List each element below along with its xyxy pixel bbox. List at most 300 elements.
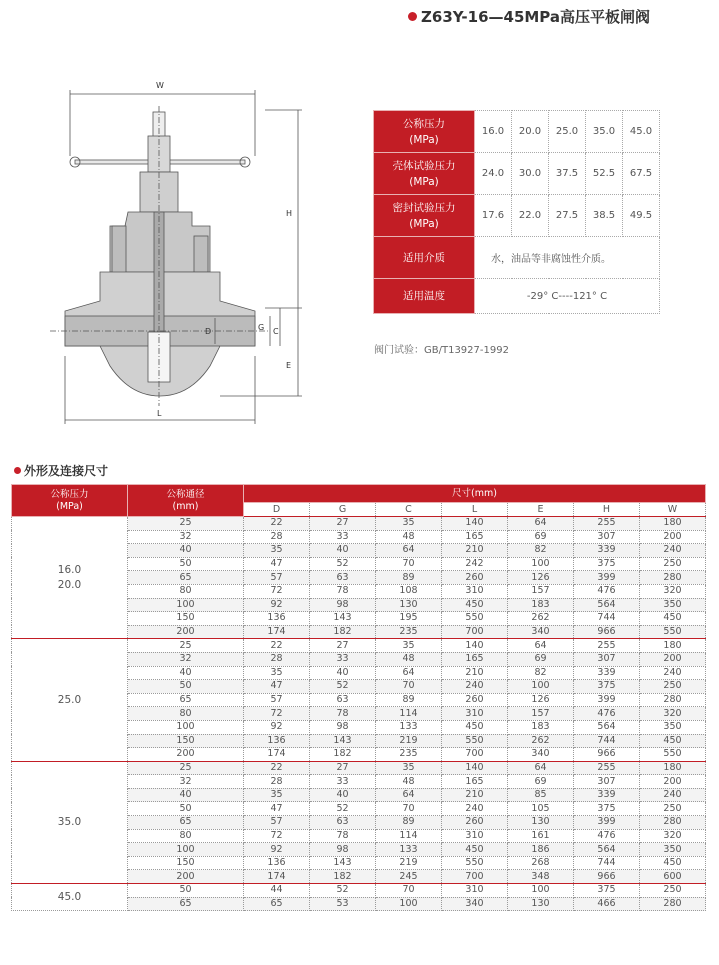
size-cell: 108	[376, 584, 442, 598]
size-cell: 260	[442, 693, 508, 707]
size-column-header: L	[442, 503, 508, 517]
dn-cell: 50	[128, 802, 244, 816]
size-cell: 28	[244, 775, 310, 789]
size-cell: 375	[574, 884, 640, 898]
size-cell: 340	[508, 625, 574, 639]
spec-label-line2: (MPa)	[409, 175, 439, 188]
size-column-header: W	[640, 503, 706, 517]
size-cell: 143	[310, 856, 376, 870]
dim-label-g: G	[258, 323, 265, 332]
size-cell: 450	[640, 612, 706, 626]
size-cell: 700	[442, 870, 508, 884]
dn-cell: 25	[128, 517, 244, 531]
valve-drawing	[40, 76, 330, 431]
spec-value: 16.0	[475, 111, 512, 153]
size-cell: 78	[310, 584, 376, 598]
pressure-line1: 35.0	[57, 815, 82, 828]
size-cell: 260	[442, 571, 508, 585]
size-cell: 966	[574, 748, 640, 762]
spec-value: 24.0	[475, 153, 512, 195]
size-column-header: D	[244, 503, 310, 517]
size-cell: 126	[508, 693, 574, 707]
size-cell: 350	[640, 843, 706, 857]
size-cell: 280	[640, 897, 706, 911]
size-cell: 180	[640, 517, 706, 531]
dim-label-l: L	[157, 409, 162, 418]
size-cell: 476	[574, 829, 640, 843]
size-cell: 210	[442, 666, 508, 680]
size-cell: 550	[442, 734, 508, 748]
dn-cell: 100	[128, 843, 244, 857]
size-cell: 100	[376, 897, 442, 911]
dn-cell: 200	[128, 748, 244, 762]
size-cell: 105	[508, 802, 574, 816]
size-cell: 564	[574, 720, 640, 734]
size-cell: 375	[574, 557, 640, 571]
pressure-cell	[12, 639, 128, 761]
size-cell: 564	[574, 598, 640, 612]
size-cell: 375	[574, 680, 640, 694]
size-cell: 136	[244, 734, 310, 748]
size-cell: 85	[508, 788, 574, 802]
size-cell: 22	[244, 639, 310, 653]
size-cell: 210	[442, 544, 508, 558]
spec-label	[374, 195, 475, 237]
size-cell: 350	[640, 720, 706, 734]
size-cell: 399	[574, 571, 640, 585]
spec-row	[374, 279, 660, 314]
dn-header-line1: 公称通径	[166, 488, 205, 500]
size-cell: 33	[310, 530, 376, 544]
size-cell: 235	[376, 748, 442, 762]
size-cell: 92	[244, 598, 310, 612]
size-cell: 64	[508, 761, 574, 775]
dn-cell: 80	[128, 584, 244, 598]
size-cell: 52	[310, 802, 376, 816]
dn-cell: 40	[128, 544, 244, 558]
test-note: 阀门试验：GB/T13927-1992	[374, 345, 509, 356]
size-cell: 320	[640, 707, 706, 721]
size-cell: 35	[244, 666, 310, 680]
size-cell: 195	[376, 612, 442, 626]
size-cell: 348	[508, 870, 574, 884]
dn-cell: 65	[128, 897, 244, 911]
size-cell: 174	[244, 625, 310, 639]
bullet-icon	[408, 12, 417, 21]
size-cell: 600	[640, 870, 706, 884]
dn-cell: 65	[128, 693, 244, 707]
size-cell: 240	[442, 802, 508, 816]
size-cell: 307	[574, 775, 640, 789]
size-cell: 550	[640, 625, 706, 639]
size-cell: 307	[574, 652, 640, 666]
size-cell: 22	[244, 761, 310, 775]
size-cell: 375	[574, 802, 640, 816]
size-cell: 100	[508, 557, 574, 571]
pressure-line1: 16.0	[57, 563, 82, 576]
spec-label-line2: (MPa)	[409, 217, 439, 230]
spec-row	[374, 111, 660, 153]
page-title	[408, 6, 650, 27]
size-cell: 63	[310, 571, 376, 585]
size-cell: 92	[244, 843, 310, 857]
spec-value: 27.5	[549, 195, 586, 237]
size-cell: 33	[310, 775, 376, 789]
size-cell: 235	[376, 625, 442, 639]
size-cell: 48	[376, 775, 442, 789]
dn-cell: 50	[128, 680, 244, 694]
size-cell: 182	[310, 748, 376, 762]
size-cell: 476	[574, 707, 640, 721]
size-cell: 240	[640, 544, 706, 558]
size-cell: 744	[574, 734, 640, 748]
dn-cell: 25	[128, 639, 244, 653]
size-cell: 350	[640, 598, 706, 612]
size-cell: 69	[508, 530, 574, 544]
size-cell: 280	[640, 816, 706, 830]
size-cell: 78	[310, 707, 376, 721]
size-cell: 262	[508, 612, 574, 626]
dn-cell: 150	[128, 856, 244, 870]
page-title-text: Z63Y-16—45MPa高压平板闸阀	[421, 8, 651, 26]
size-cell: 114	[376, 707, 442, 721]
size-cell: 450	[442, 598, 508, 612]
table-row	[12, 639, 706, 653]
size-cell: 450	[640, 734, 706, 748]
size-cell: 64	[376, 544, 442, 558]
size-cell: 242	[442, 557, 508, 571]
size-cell: 340	[508, 748, 574, 762]
spec-row	[374, 195, 660, 237]
pressure-header	[12, 485, 128, 517]
size-column-header: E	[508, 503, 574, 517]
size-cell: 35	[244, 544, 310, 558]
dn-cell: 80	[128, 707, 244, 721]
size-cell: 310	[442, 829, 508, 843]
pressure-cell	[12, 761, 128, 883]
size-cell: 240	[640, 666, 706, 680]
dn-cell: 25	[128, 761, 244, 775]
dim-label-e: E	[286, 361, 292, 370]
size-cell: 250	[640, 802, 706, 816]
size-cell: 100	[508, 884, 574, 898]
dn-cell: 40	[128, 666, 244, 680]
dims-section-title	[14, 462, 108, 479]
size-cell: 182	[310, 625, 376, 639]
dn-cell: 200	[128, 870, 244, 884]
size-cell: 89	[376, 571, 442, 585]
spec-value: 20.0	[512, 111, 549, 153]
size-cell: 310	[442, 707, 508, 721]
size-cell: 64	[376, 666, 442, 680]
size-cell: 744	[574, 856, 640, 870]
size-column-header: H	[574, 503, 640, 517]
size-cell: 98	[310, 843, 376, 857]
size-cell: 40	[310, 544, 376, 558]
size-cell: 130	[508, 816, 574, 830]
size-cell: 450	[442, 720, 508, 734]
size-cell: 114	[376, 829, 442, 843]
size-cell: 69	[508, 775, 574, 789]
size-cell: 476	[574, 584, 640, 598]
table-row	[12, 761, 706, 775]
dn-cell: 200	[128, 625, 244, 639]
spec-label-temp: 适用温度	[374, 279, 475, 314]
size-cell: 70	[376, 802, 442, 816]
size-cell: 339	[574, 544, 640, 558]
size-cell: 35	[376, 517, 442, 531]
size-cell: 550	[640, 748, 706, 762]
dim-label-c: C	[273, 327, 279, 336]
size-cell: 70	[376, 557, 442, 571]
size-cell: 310	[442, 584, 508, 598]
size-cell: 33	[310, 652, 376, 666]
pressure-line1: 25.0	[57, 693, 82, 706]
size-cell: 133	[376, 843, 442, 857]
size-cell: 52	[310, 884, 376, 898]
dn-header-line2: (mm)	[172, 500, 199, 512]
size-cell: 100	[508, 680, 574, 694]
spec-label-line1: 壳体试验压力	[392, 159, 456, 172]
size-cell: 550	[442, 856, 508, 870]
spec-label-line2: (MPa)	[409, 133, 439, 146]
size-cell: 143	[310, 612, 376, 626]
spec-value: 49.5	[623, 195, 660, 237]
size-cell: 450	[640, 856, 706, 870]
size-cell: 72	[244, 584, 310, 598]
size-cell: 200	[640, 530, 706, 544]
size-cell: 89	[376, 693, 442, 707]
size-cell: 245	[376, 870, 442, 884]
size-cell: 27	[310, 639, 376, 653]
size-cell: 47	[244, 557, 310, 571]
size-cell: 966	[574, 625, 640, 639]
spec-value: 17.6	[475, 195, 512, 237]
table-row	[12, 517, 706, 531]
spec-value-medium: 水，油品等非腐蚀性介质。	[475, 237, 660, 279]
size-cell: 320	[640, 829, 706, 843]
spec-value: 30.0	[512, 153, 549, 195]
size-cell: 161	[508, 829, 574, 843]
size-cell: 28	[244, 530, 310, 544]
size-cell: 268	[508, 856, 574, 870]
size-cell: 70	[376, 884, 442, 898]
size-cell: 63	[310, 816, 376, 830]
spec-value: 22.0	[512, 195, 549, 237]
size-cell: 262	[508, 734, 574, 748]
size-cell: 133	[376, 720, 442, 734]
size-cell: 53	[310, 897, 376, 911]
size-cell: 130	[508, 897, 574, 911]
size-cell: 744	[574, 612, 640, 626]
size-cell: 700	[442, 748, 508, 762]
size-cell: 219	[376, 734, 442, 748]
size-cell: 92	[244, 720, 310, 734]
size-cell: 339	[574, 788, 640, 802]
dims-table	[11, 484, 706, 911]
size-cell: 126	[508, 571, 574, 585]
dn-cell: 150	[128, 734, 244, 748]
size-cell: 200	[640, 775, 706, 789]
size-cell: 450	[442, 843, 508, 857]
spec-row	[374, 237, 660, 279]
size-cell: 165	[442, 530, 508, 544]
size-cell: 700	[442, 625, 508, 639]
spec-value: 45.0	[623, 111, 660, 153]
dn-cell: 50	[128, 557, 244, 571]
dn-cell: 65	[128, 816, 244, 830]
spec-label	[374, 153, 475, 195]
size-cell: 136	[244, 856, 310, 870]
dn-header	[128, 485, 244, 517]
dn-cell: 100	[128, 598, 244, 612]
size-cell: 165	[442, 775, 508, 789]
size-cell: 280	[640, 571, 706, 585]
size-cell: 48	[376, 530, 442, 544]
pressure-line1: 45.0	[57, 890, 82, 903]
pressure-cell	[12, 517, 128, 639]
size-cell: 307	[574, 530, 640, 544]
size-cell: 35	[244, 788, 310, 802]
spec-value: 38.5	[586, 195, 623, 237]
size-cell: 157	[508, 584, 574, 598]
size-cell: 320	[640, 584, 706, 598]
pressure-header-line2: (MPa)	[56, 500, 83, 512]
pressure-line2: 20.0	[57, 578, 82, 591]
spec-value: 37.5	[549, 153, 586, 195]
size-cell: 72	[244, 829, 310, 843]
size-cell: 27	[310, 761, 376, 775]
dn-cell: 50	[128, 884, 244, 898]
size-header: 尺寸(mm)	[244, 485, 706, 503]
size-cell: 310	[442, 884, 508, 898]
size-cell: 98	[310, 598, 376, 612]
size-cell: 63	[310, 693, 376, 707]
size-cell: 57	[244, 571, 310, 585]
size-cell: 130	[376, 598, 442, 612]
dim-label-w: W	[156, 81, 164, 90]
spec-label-line1: 公称压力	[403, 117, 445, 130]
size-cell: 219	[376, 856, 442, 870]
size-cell: 72	[244, 707, 310, 721]
size-cell: 564	[574, 843, 640, 857]
size-cell: 70	[376, 680, 442, 694]
dim-label-d: D	[205, 327, 212, 336]
size-cell: 966	[574, 870, 640, 884]
size-cell: 48	[376, 652, 442, 666]
size-cell: 47	[244, 802, 310, 816]
size-cell: 200	[640, 652, 706, 666]
size-cell: 52	[310, 680, 376, 694]
size-cell: 143	[310, 734, 376, 748]
spec-table	[373, 110, 660, 314]
spec-label-line1: 密封试验压力	[392, 201, 456, 214]
size-cell: 47	[244, 680, 310, 694]
table-row	[12, 884, 706, 898]
size-cell: 255	[574, 517, 640, 531]
size-cell: 182	[310, 870, 376, 884]
size-cell: 140	[442, 517, 508, 531]
spec-row	[374, 153, 660, 195]
size-cell: 136	[244, 612, 310, 626]
size-cell: 98	[310, 720, 376, 734]
spec-value-temp: -29° C----121° C	[475, 279, 660, 314]
size-cell: 140	[442, 639, 508, 653]
size-cell: 35	[376, 761, 442, 775]
size-cell: 183	[508, 720, 574, 734]
spec-label	[374, 111, 475, 153]
size-cell: 183	[508, 598, 574, 612]
size-column-header: G	[310, 503, 376, 517]
dn-cell: 40	[128, 788, 244, 802]
dim-label-h: H	[286, 209, 293, 218]
size-cell: 280	[640, 693, 706, 707]
size-cell: 40	[310, 788, 376, 802]
spec-value: 25.0	[549, 111, 586, 153]
dn-cell: 65	[128, 571, 244, 585]
spec-value: 35.0	[586, 111, 623, 153]
size-cell: 64	[508, 517, 574, 531]
dn-cell: 32	[128, 530, 244, 544]
size-cell: 78	[310, 829, 376, 843]
size-cell: 255	[574, 761, 640, 775]
size-cell: 82	[508, 666, 574, 680]
dn-cell: 32	[128, 775, 244, 789]
size-cell: 64	[508, 639, 574, 653]
dn-cell: 32	[128, 652, 244, 666]
size-cell: 340	[442, 897, 508, 911]
size-cell: 174	[244, 870, 310, 884]
size-cell: 210	[442, 788, 508, 802]
size-cell: 89	[376, 816, 442, 830]
size-cell: 180	[640, 761, 706, 775]
size-cell: 69	[508, 652, 574, 666]
size-cell: 57	[244, 816, 310, 830]
size-cell: 180	[640, 639, 706, 653]
size-cell: 65	[244, 897, 310, 911]
size-cell: 44	[244, 884, 310, 898]
size-cell: 399	[574, 693, 640, 707]
size-cell: 550	[442, 612, 508, 626]
size-cell: 186	[508, 843, 574, 857]
spec-value: 67.5	[623, 153, 660, 195]
spec-label-medium: 适用介质	[374, 237, 475, 279]
size-cell: 240	[442, 680, 508, 694]
size-cell: 174	[244, 748, 310, 762]
size-cell: 157	[508, 707, 574, 721]
dn-cell: 100	[128, 720, 244, 734]
size-column-header: C	[376, 503, 442, 517]
size-cell: 240	[640, 788, 706, 802]
size-cell: 35	[376, 639, 442, 653]
size-cell: 250	[640, 680, 706, 694]
size-cell: 28	[244, 652, 310, 666]
size-cell: 399	[574, 816, 640, 830]
size-cell: 250	[640, 884, 706, 898]
size-cell: 466	[574, 897, 640, 911]
pressure-cell	[12, 884, 128, 911]
pressure-header-line1: 公称压力	[50, 488, 89, 500]
dn-cell: 150	[128, 612, 244, 626]
size-cell: 27	[310, 517, 376, 531]
size-cell: 64	[376, 788, 442, 802]
size-cell: 140	[442, 761, 508, 775]
size-cell: 40	[310, 666, 376, 680]
size-cell: 22	[244, 517, 310, 531]
size-cell: 165	[442, 652, 508, 666]
size-cell: 82	[508, 544, 574, 558]
dn-cell: 80	[128, 829, 244, 843]
